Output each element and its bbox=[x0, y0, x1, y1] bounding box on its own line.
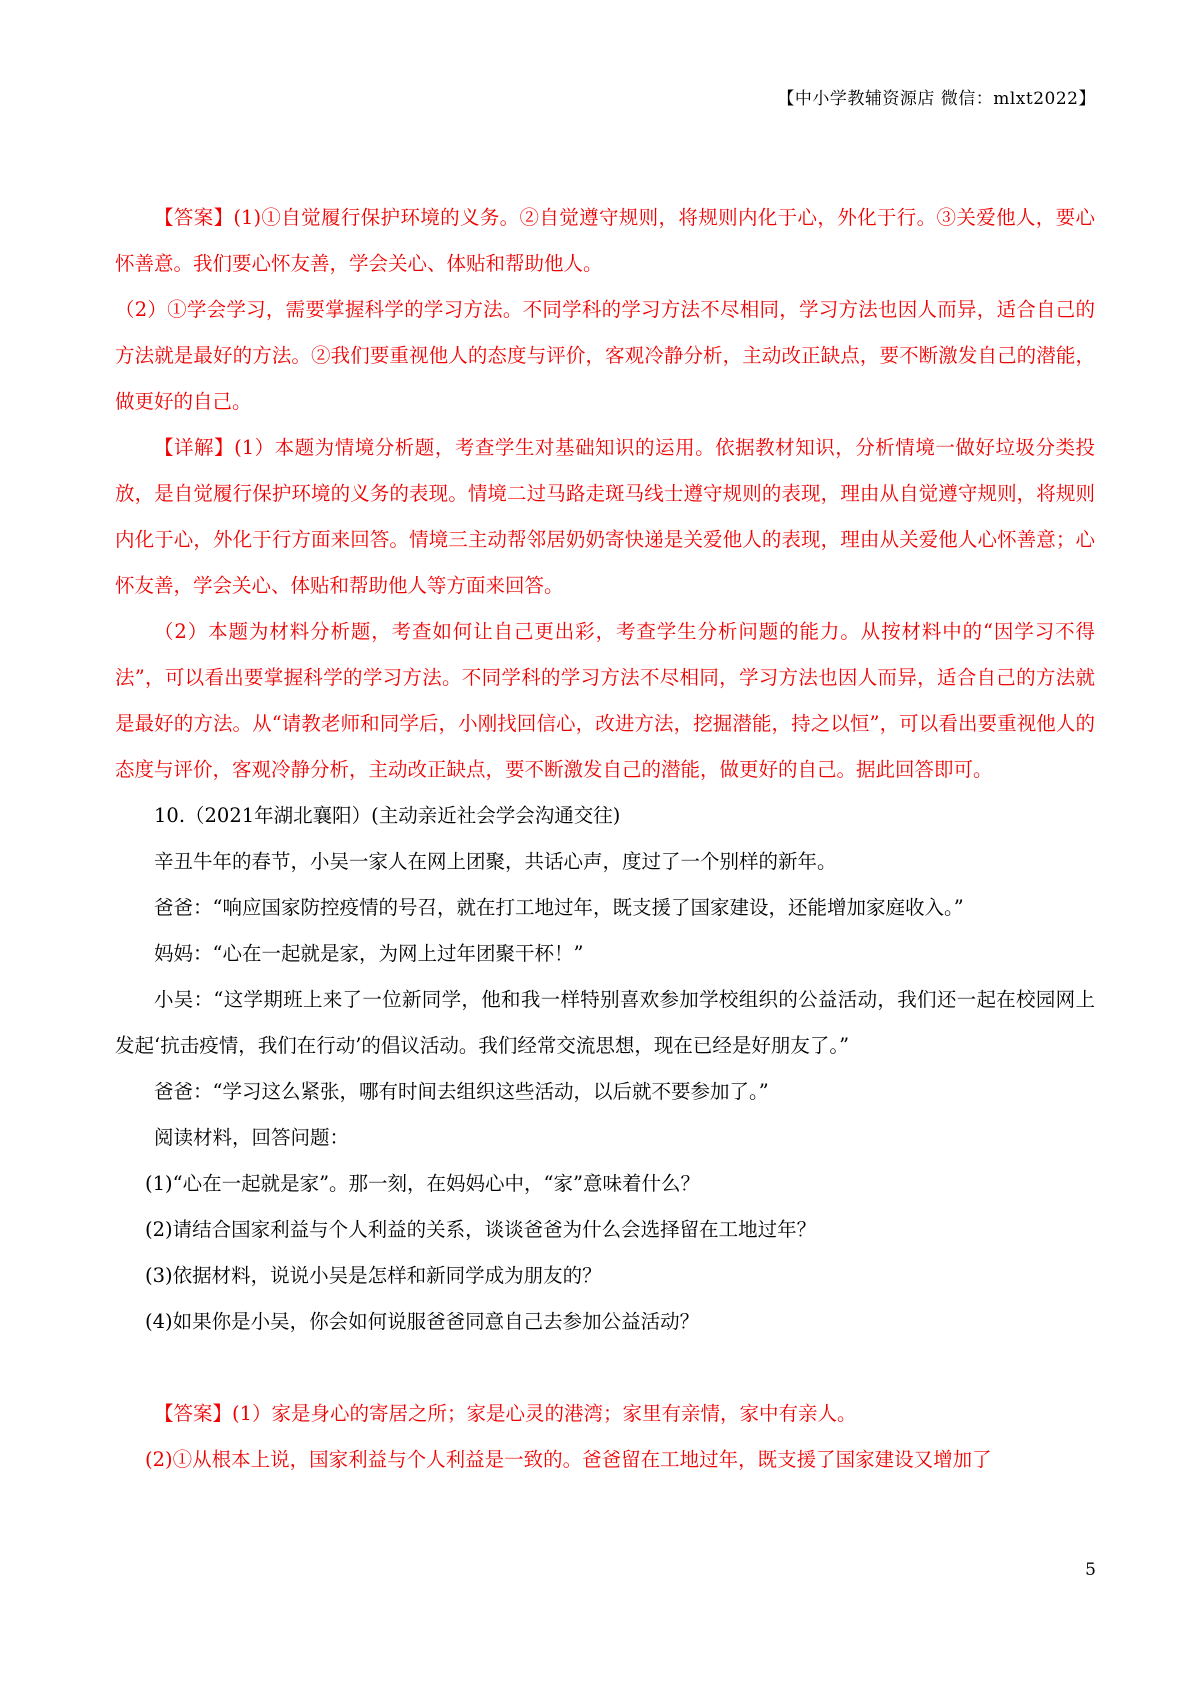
paragraph: 爸爸：“响应国家防控疫情的号召，就在打工地过年，既支援了国家建设，还能增加家庭收入。” bbox=[154, 896, 964, 919]
answer-paragraph: 【答案】(1）家是身心的寄居之所；家是心灵的港湾；家里有亲情，家中有亲人。 bbox=[154, 1402, 857, 1425]
paragraph: 【答案】(1)①自觉履行保护环境的义务。②自觉遵守规则，将规则内化于心，外化于行。③关爱他人，要心怀善意。我们要心怀友善，学会关心、体贴和帮助他人。 bbox=[115, 206, 1095, 275]
paragraph: 小吴：“这学期班上来了一位新同学，他和我一样特别喜欢参加学校组织的公益活动，我们还一起在校园网上发起‘抗击疫情，我们在行动’的倡议活动。我们经常交流思想，现在已经是好朋友了。” bbox=[115, 988, 1095, 1057]
sub-question: (4)如果你是小吴，你会如何说服爸爸同意自己去参加公益活动？ bbox=[145, 1310, 700, 1333]
document-body bbox=[115, 195, 1095, 1483]
paragraph: 爸爸：“学习这么紧张，哪有时间去组织这些活动，以后就不要参加了。” bbox=[154, 1080, 769, 1103]
paragraph: 妈妈：“心在一起就是家，为网上过年团聚干杯！” bbox=[154, 942, 584, 965]
question-heading: 10.（2021年湖北襄阳）(主动亲近社会学会沟通交往) bbox=[154, 804, 621, 827]
paragraph: 辛丑牛年的春节，小吴一家人在网上团聚，共话心声，度过了一个别样的新年。 bbox=[154, 850, 837, 873]
page-number: 5 bbox=[1085, 1560, 1096, 1580]
sub-question: (1)“心在一起就是家”。那一刻，在妈妈心中，“家”意味着什么？ bbox=[145, 1172, 700, 1195]
answer-paragraph: (2)①从根本上说，国家利益与个人利益是一致的。爸爸留在工地过年，既支援了国家建设又增加了 bbox=[145, 1448, 992, 1471]
sub-question: (3)依据材料，说说小吴是怎样和新同学成为朋友的？ bbox=[145, 1264, 602, 1287]
paragraph: （2）①学会学习，需要掌握科学的学习方法。不同学科的学习方法不尽相同，学习方法也因人而异，适合自己的方法就是最好的方法。②我们要重视他人的态度与评价，客观冷静分析，主动改正缺点，要不断激发自己的潜能，做更好的自己。 bbox=[115, 298, 1095, 413]
header-note: 【中小学教辅资源店 微信：mlxt2022】 bbox=[777, 89, 1096, 109]
sub-question: (2)请结合国家利益与个人利益的关系，谈谈爸爸为什么会选择留在工地过年？ bbox=[145, 1218, 817, 1241]
paragraph: （2）本题为材料分析题，考查如何让自己更出彩，考查学生分析问题的能力。从按材料中的“因学习不得法”，可以看出要掌握科学的学习方法。不同学科的学习方法不尽相同，学习方法也因人而异，适合自己的方法就是最好的方法。从“请教老师和同学后，小刚找回信心，改进方法，挖掘潜能，持之以恒”，可以看出要重视他人的态度与评价，客观冷静分析，主动改正缺点，要不断激发自己的潜能，做更好的自己。据此回答即可。 bbox=[115, 620, 1095, 781]
paragraph: 【详解】(1）本题为情境分析题，考查学生对基础知识的运用。依据教材知识，分析情境一做好垃圾分类投放，是自觉履行保护环境的义务的表现。情境二过马路走斑马线士遵守规则的表现，理由从自觉遵守规则，将规则内化于心，外化于行方面来回答。情境三主动帮邻居奶奶寄快递是关爱他人的表现，理由从关爱他人心怀善意；心怀友善，学会关心、体贴和帮助他人等方面来回答。 bbox=[115, 436, 1095, 597]
paragraph: 阅读材料，回答问题： bbox=[154, 1126, 350, 1149]
